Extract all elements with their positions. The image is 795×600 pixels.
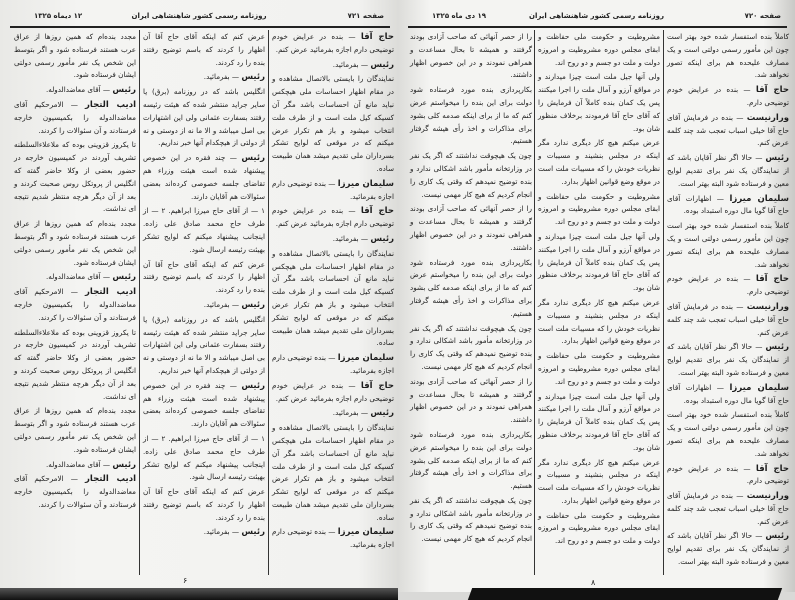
article-paragraph (410, 376, 532, 427)
speaker-name: ورارنیست (746, 112, 789, 123)
speaker-name: رئیس (765, 342, 789, 353)
paragraph-text: مشروطیت و حکومت ملی حفاظت و ابقای مجلس دوره مشروطیت و امروزه دولت و ملت دو جسم و دو روح اند. (538, 191, 660, 227)
article-paragraph (667, 220, 789, 271)
article-paragraph (14, 405, 136, 456)
text-column (14, 31, 136, 569)
paragraph-text: انگلیس باشد که در روزنامه (برق) یا سایر جراید منتشر شده که هیئت رئیسه رفتند بسفارت عثمانی ولی این اشتهارات بی اصل میباشد و الا ما نه از دوستی و نه از دولتی از هیچکدام آنها خبر نداریم. (143, 314, 265, 375)
article-paragraph (410, 495, 532, 546)
paragraph-text: — حالا اگر نظر آقایان باشد که از نمایندگان یک نفر برای تقدیم لوایح معین و فرستاده شود البته بهتر است. (667, 153, 789, 188)
paragraph-text: مجدد بنده‌ام که همین روزها از عراق عرب هستند فرستاده شود و اگر بتوسط این شخص یک نفر مأمور رسمی دولتی ایشان فرستاده شود. (14, 32, 136, 80)
article-paragraph (143, 526, 265, 539)
paragraph-text: — بنده توضیحی دارم اجازه بفرمائید. (271, 178, 394, 201)
article-paragraph (143, 259, 265, 297)
paragraph-text: — آقای معاضد‌الدوله. (45, 272, 111, 282)
article-paragraph (272, 248, 394, 350)
article-paragraph (410, 31, 532, 82)
page-label: صفحه ۷۲۰ (744, 12, 781, 20)
article-paragraph (538, 191, 660, 229)
article-paragraph (667, 463, 789, 489)
article-paragraph (410, 84, 532, 148)
speaker-name: حاج آقا (755, 463, 789, 474)
issue-date: ۱۹ دی ماه ۱۳۲۵ (432, 12, 487, 20)
paragraph-text: — الامرحکیم آقای معاضد‌الدوله را بکمیسیون خارجه فرستادند و آن سئوالات را کردند. (14, 99, 136, 135)
paragraph-text: مجدد بنده‌ام که همین روزها از عراق عرب هستند فرستاده شود و اگر بتوسط این شخص یک نفر مأمور رسمی دولتی ایشان فرستاده شود. (14, 406, 136, 454)
speaker-name: رئیس (765, 153, 789, 164)
article-paragraph (143, 205, 265, 256)
text-column (143, 31, 265, 569)
paragraph-text: — بفرمائید. (203, 72, 240, 82)
article-paragraph (14, 327, 136, 404)
article-paragraph (538, 231, 660, 295)
column-divider (139, 30, 140, 575)
paragraph-text: — حالا اگر نظر آقایان باشد که از نمایندگان یک نفر برای تقدیم لوایح معین و فرستاده شود البته بهتر است. (667, 342, 789, 377)
paragraph-text: بکارپردازی بنده مورد فرستاده شود دولت برای این بنده را میخواستم عرض کنم که ما از برای اینکه صدمه کلی بشود برای مذاکرات و اخذ رأی هیشه گرفتار هستیم. (410, 429, 532, 491)
article-paragraph (143, 433, 265, 484)
speaker-name: سلیمان میرزا (729, 193, 789, 204)
article-paragraph (14, 139, 136, 216)
column-divider (268, 30, 269, 575)
speaker-name: رئیس (112, 272, 136, 283)
article-paragraph (667, 273, 789, 299)
article-paragraph (410, 429, 532, 493)
paragraph-text: بکارپردازی بنده مورد فرستاده شود دولت برای این بنده را میخواستم عرض کنم که ما از برای اینکه صدمه کلی بشود برای مذاکرات و اخذ رأی هیشه گرفتار هستیم. (410, 257, 532, 318)
article-paragraph (272, 526, 394, 552)
speaker-name: رئیس (370, 59, 394, 70)
article-paragraph (272, 380, 394, 406)
paragraph-text: — حالا اگر نظر آقایان باشد که از نمایندگان یک نفر برای تقدیم لوایح معین و فرستاده شود البته بهتر است. (667, 531, 789, 567)
article-paragraph (667, 490, 789, 528)
article-paragraph (14, 286, 136, 324)
paragraph-text: ولی آنها جیل ملت است چیزا میدارند و در مواقع آرزو و آمال ملت را اجرا میکنند پس یک کمان بنده کاملاً آن فرمایش را که آقای حاج آقا فرمودند برخلاف منظور شان بود. (538, 391, 660, 452)
speaker-name: رئیس (241, 153, 265, 164)
paragraph-text: ۱ — از آقای حاج میرزا ابراهیم. ۲ — از طرف حاج محمد صادق علی زاده. اینجانب پیشنهاد میکنم که لوایح تشکر بهیئت رئیسه ارسال شود. (143, 206, 266, 254)
article-paragraph (410, 323, 532, 374)
paragraph-text: را از حصر آنهائی که صاحب آزادی بودند گرفتند و همیشه تا بحال مساعدت و همراهی نمودند و در این خصوص اظهار داشتند. (410, 204, 532, 252)
paragraph-text: کاملاً بنده استفسار شده خود بهتر است چون این مأمور رسمی دولتی است و یک مصارف علیحده هم برای اینکه تصور نخواهد شد. (667, 32, 789, 80)
page-bottom-shadow (0, 588, 398, 600)
paragraph-text: — بنده در عرایض خودم توضیحی دارم. (667, 274, 789, 297)
paragraph-text: — اظهارات آقای حاج آقا گویا مال دوره استبداد بوده. (667, 193, 789, 216)
paragraph-text: عرض کنم که اینکه آقای حاج آقا آن اظهار را کردند که باسم توضیح رفتند بنده را رد کردند. (143, 487, 265, 522)
article-paragraph (667, 409, 789, 460)
speaker-name: ورارنیست (746, 301, 789, 312)
paragraph-text: — بنده در عرایض خودم توضیحی دارم اجازه بفرمائید عرض کنم. (272, 206, 394, 229)
speaker-name: ادیب التجار (84, 474, 136, 485)
paragraph-text: کاملاً بنده استفسار شده خود بهتر است چون این مأمور رسمی دولتی است و یک مصارف علیحده هم برای اینکه تصور نخواهد شد. (667, 221, 789, 269)
paragraph-text: — الامرحکیم آقای معاضد‌الدوله را بکمیسیون خارجه فرستادند و آن سئوالات را کردند. (14, 474, 136, 509)
speaker-name: رئیس (765, 531, 789, 542)
speaker-name: رئیس (241, 72, 265, 83)
article-paragraph (143, 380, 265, 431)
article-paragraph (272, 352, 394, 378)
paragraph-text: چون یک هیچوقت نداشتند که اگر یک نفر در وزارتخانه مأمور باشد اشکالی ندارد و بنده توضیح نمیدهم که وقتی یک کاری را انجام کردیم که هیچ کار مهمی نیست. (410, 495, 532, 544)
text-column (538, 31, 660, 569)
speaker-name: رئیس (370, 233, 394, 244)
article-paragraph (143, 31, 265, 69)
speaker-name: حاج آقا (360, 32, 394, 42)
speaker-name: رئیس (112, 459, 136, 470)
article-paragraph (272, 31, 394, 57)
article-paragraph (538, 137, 660, 188)
article-paragraph (143, 314, 265, 378)
article-paragraph (538, 297, 660, 348)
paragraph-text: ولی آنها جیل ملت است چیزا میدارند و در مواقع آرزو و آمال ملت را اجرا میکنند پس یک کمان بنده کاملاً آن فرمایش را که آقای حاج آقا فرمودند برخلاف منظور شان بود. (538, 231, 660, 293)
article-paragraph (272, 73, 394, 175)
paragraph-text: چون یک هیچوقت نداشتند که اگر یک نفر در وزارتخانه مأمور باشد اشکالی ندارد و بنده توضیح نمیدهم که وقتی یک کاری را انجام کردیم که هیچ کار مهمی نیست. (410, 151, 532, 199)
article-paragraph (538, 510, 660, 548)
paragraph-text: کاملاً بنده استفسار شده خود بهتر است چون این مأمور رسمی دولتی است و یک مصارف علیحده هم برای اینکه تصور نخواهد شد. (667, 410, 789, 458)
article-paragraph (143, 486, 265, 524)
speaker-name: رئیس (241, 380, 265, 391)
paragraph-text: نمایندگان را بایستی بالاتصال مشاهده و در مقام اظهار احساسات ملی هیچکس نباید مانع آن احساسات باشد مگر آن کسیکه کیل ملت است و از طرف ملت انتخاب میشود و باز هم تکرار عرض میکنم که در موقعی که لوایح تشکر بسرداران ملی تقدیم میشد همان طبیعت ساده. (272, 248, 394, 348)
article-paragraph (410, 203, 532, 254)
paragraph-text: — بفرمائید. (332, 233, 369, 243)
text-column (272, 31, 394, 569)
paragraph-text: عرض کنم که اینکه آقای حاج آقا آن اظهار را کردند که باسم توضیح رفتند بنده را رد کردند. (143, 32, 265, 67)
paragraph-text: — بفرمائید. (332, 408, 369, 418)
paragraph-text: را از حصر آنهائی که صاحب آزادی بودند گرفتند و همیشه تا بحال مساعدت و همراهی نمودند و در این خصوص اظهار داشتند. (410, 32, 532, 80)
paragraph-text: — چند فقره در این خصوص پیشنهاد شده است هیئت وزراء هم تقاضای جلسه خصوصی کرده‌اند بعضی سئوالات هم آقایان دارند. (143, 380, 265, 429)
article-paragraph (667, 301, 789, 339)
paragraph-text: بکارپردازی بنده مورد فرستاده شود دولت برای این بنده را میخواستم عرض کنم که ما از برای اینکه صدمه کلی بشود برای مذاکرات و اخذ رأی هیشه گرفتار هستیم. (410, 85, 532, 146)
page-bottom-shadow (468, 588, 782, 600)
article-paragraph (538, 71, 660, 135)
paragraph-text: — بنده در عرایض خودم توضیحی دارم. (667, 85, 789, 107)
speaker-name: سلیمان میرزا (337, 527, 394, 538)
speaker-name: رئیس (241, 299, 265, 310)
article-paragraph (14, 271, 136, 284)
article-paragraph (143, 86, 265, 150)
article-paragraph (538, 457, 660, 508)
paragraph-text: — بفرمائید. (203, 527, 240, 537)
header-rule (408, 26, 787, 28)
article-paragraph (14, 84, 136, 97)
paragraph-text: عرض میکنم هیچ کار دیگری ندارد مگر اینکه در مجلس بنشیند و مسیبات و نظریات خودش را که مسیبات ملت است در موقع وضع قوانین اظهار بدارد. (538, 138, 660, 186)
header-rule (10, 26, 390, 28)
article-paragraph (538, 391, 660, 455)
article-paragraph (143, 299, 265, 312)
page-header (408, 12, 785, 24)
article-paragraph (667, 193, 789, 219)
article-paragraph (14, 459, 136, 472)
column-divider (663, 30, 664, 575)
right-newspaper-page (398, 0, 795, 592)
speaker-name: ادیب التجار (84, 287, 136, 298)
speaker-name: ورارنیست (746, 491, 789, 502)
article-paragraph (14, 218, 136, 269)
article-paragraph (143, 152, 265, 203)
newspaper-title: روزنامه رسمی کشور شاهنشاهی ایران (529, 12, 664, 20)
paragraph-text: — بنده توضیحی دارم اجازه بفرمائید. (271, 353, 394, 375)
paragraph-text: — بنده در فرمایش آقای حاج آقا خیلی اسباب تعجب شد چند کلمه عرض کنم. (667, 301, 789, 337)
speaker-name: حاج آقا (360, 380, 394, 391)
paragraph-text: — آقای معاضد‌الدوله. (45, 459, 111, 469)
speaker-name: رئیس (241, 527, 265, 538)
page-label: صفحه ۷۲۱ (347, 12, 384, 20)
article-paragraph (667, 530, 789, 568)
paragraph-text: مشروطیت و حکومت ملی حفاظت و ابقای مجلس دوره مشروطیت و امروزه دولت و ملت دو جسم و دو روح اند. (538, 351, 660, 386)
paragraph-text: را از حصر آنهائی که صاحب آزادی بودند گرفتند و همیشه تا بحال مساعدت و همراهی نمودند و در این خصوص اظهار داشتند. (410, 376, 532, 425)
column-divider (534, 30, 535, 575)
article-paragraph (14, 473, 136, 511)
left-newspaper-page (0, 0, 398, 592)
paragraph-text: — بنده در فرمایش آقای حاج آقا خیلی اسباب تعجب شد چند کلمه عرض کنم. (667, 491, 789, 526)
speaker-name: سلیمان میرزا (729, 382, 789, 393)
paragraph-text: چون یک هیچوقت نداشتند که اگر یک نفر در وزارتخانه مأمور باشد اشکالی ندارد و بنده توضیح نمیدهم که وقتی یک کاری را انجام کردیم که هیچ کار مهمی نیست. (410, 323, 532, 371)
text-column (410, 31, 532, 569)
paragraph-text: — بنده توضیحی دارم اجازه بفرمائید. (271, 527, 394, 550)
speaker-name: حاج آقا (360, 206, 394, 217)
article-paragraph (410, 257, 532, 321)
article-paragraph (538, 350, 660, 388)
article-paragraph (14, 31, 136, 82)
paragraph-text: مشروطیت و حکومت ملی حفاظت و ابقای مجلس دوره مشروطیت و امروزه دولت و ملت دو جسم و دو روح اند. (538, 510, 660, 546)
paragraph-text: — چند فقره در این خصوص پیشنهاد شده است هیئت وزراء هم تقاضای جلسه خصوصی کرده‌اند بعضی سئوالات هم آقایان دارند. (143, 153, 265, 201)
article-paragraph (667, 341, 789, 379)
speaker-name: حاج آقا (755, 274, 789, 285)
paragraph-text: — بفرمائید. (332, 59, 369, 69)
article-paragraph (667, 31, 789, 82)
newspaper-title: روزنامه رسمی کشور شاهنشاهی ایران (131, 12, 267, 20)
issue-date: ۱۲ دیماه ۱۳۲۵ (34, 12, 83, 20)
article-paragraph (667, 382, 789, 408)
page-number: ۸ (591, 578, 596, 587)
text-column (667, 31, 789, 569)
paragraph-text: ۱ — از آقای حاج میرزا ابراهیم. ۲ — از طرف حاج محمد صادق علی زاده. اینجانب پیشنهاد میکنم که لوایح تشکر بهیئت رئیسه ارسال شود. (143, 433, 266, 482)
paragraph-text: — بفرمائید. (203, 299, 240, 309)
paragraph-text: تا یکروز قزوینی بوده که ملاعلاءالسلطنه تشریف آوردند در کمیسیون خارجه در حضور بعضی از وکلا حاضر گفته که انگلیس از پروتکل روس صحبت کردند و بعد از آن دیگر هرچه منتظر شدیم نتیجه ای نداشت. (14, 327, 136, 401)
article-paragraph (14, 99, 136, 137)
article-paragraph (272, 233, 394, 246)
article-paragraph (667, 112, 789, 150)
paragraph-text: تا یکروز قزوینی بوده که ملاعلاءالسلطنه تشریف آوردند در کمیسیون خارجه در حضور بعضی از وکلا حاضر گفته که انگلیس از پروتکل روس صحبت کردند و بعد از آن دیگر هرچه منتظر شدیم نتیجه ای نداشت. (14, 140, 136, 214)
paragraph-text: — بنده در عرایض خودم توضیحی دارم اجازه بفرمائید عرض کنم. (272, 380, 394, 403)
page-number: ۶ (183, 576, 188, 585)
paragraph-text: مشروطیت و حکومت ملی حفاظت و ابقای مجلس دوره مشروطیت و امروزه دولت و ملت دو جسم و دو روح اند. (538, 32, 660, 67)
speaker-name: رئیس (112, 85, 136, 96)
paragraph-text: — اظهارات آقای حاج آقا گویا مال دوره استبداد بوده. (667, 382, 789, 405)
paragraph-text: عرض کنم که اینکه آقای حاج آقا آن اظهار را کردند که باسم توضیح رفتند بنده را رد کردند. (143, 259, 265, 295)
paragraph-text: نمایندگان را بایستی بالاتصال مشاهده و در مقام اظهار احساسات ملی هیچکس نباید مانع آن احساسات باشد مگر آن کسیکه کیل ملت است و از طرف ملت انتخاب میشود و باز هم تکرار عرض میکنم که در موقعی که لوایح تشکر بسرداران ملی تقدیم میشد همان طبیعت ساده. (272, 423, 394, 522)
article-paragraph (272, 205, 394, 231)
article-paragraph (272, 59, 394, 72)
article-paragraph (272, 422, 394, 524)
article-paragraph (667, 84, 789, 110)
paragraph-text: نمایندگان را بایستی بالاتصال مشاهده و در مقام اظهار احساسات ملی هیچکس نباید مانع آن احساسات باشد مگر آن کسیکه کیل ملت است و از طرف ملت انتخاب میشود و باز هم تکرار عرض میکنم که در موقعی که لوایح تشکر بسرداران ملی تقدیم میشد همان طبیعت ساده. (272, 74, 394, 173)
article-paragraph (538, 31, 660, 69)
paragraph-text: انگلیس باشد که در روزنامه (برق) یا سایر جراید منتشر شده که هیئت رئیسه رفتند بسفارت عثمانی ولی این اشتهارات بی اصل میباشد و الا ما نه از دوستی و نه از دولتی از هیچکدام آنها خبر نداریم. (143, 87, 265, 148)
paragraph-text: عرض میکنم هیچ کار دیگری ندارد مگر اینکه در مجلس بنشیند و مسیبات و نظریات خودش را که مسیبات ملت است در موقع وضع قوانین اظهار بدارد. (538, 457, 660, 505)
article-paragraph (143, 71, 265, 84)
article-paragraph (667, 152, 789, 190)
paragraph-text: مجدد بنده‌ام که همین روزها از عراق عرب هستند فرستاده شود و اگر بتوسط این شخص یک نفر مأمور رسمی دولتی ایشان فرستاده شود. (14, 219, 136, 267)
paragraph-text: — بنده در فرمایش آقای حاج آقا خیلی اسباب تعجب شد چند کلمه عرض کنم. (667, 112, 789, 148)
paragraph-text: ولی آنها جیل ملت است چیزا میدارند و در مواقع آرزو و آمال ملت را اجرا میکنند پس یک کمان بنده کاملاً آن فرمایش را که آقای حاج آقا فرمودند برخلاف منظور شان بود. (538, 72, 660, 133)
speaker-name: رئیس (370, 408, 394, 419)
paragraph-text: عرض میکنم هیچ کار دیگری ندارد مگر اینکه در مجلس بنشیند و مسیبات و نظریات خودش را که مسیبات ملت است در موقع وضع قوانین اظهار بدارد. (538, 297, 660, 346)
speaker-name: ادیب التجار (84, 99, 136, 110)
article-paragraph (272, 178, 394, 204)
article-paragraph (410, 150, 532, 201)
article-paragraph (272, 407, 394, 420)
page-header (10, 12, 388, 24)
speaker-name: سلیمان میرزا (337, 178, 394, 189)
paragraph-text: — آقای معاضد‌الدوله. (45, 85, 111, 95)
paragraph-text: — الامرحکیم آقای معاضد‌الدوله را بکمیسیون خارجه فرستادند و آن سئوالات را کردند. (14, 287, 136, 322)
speaker-name: سلیمان میرزا (337, 353, 394, 364)
speaker-name: حاج آقا (755, 85, 789, 96)
paragraph-text: — بنده در عرایض خودم توضیحی دارم اجازه بفرمائید عرض کنم. (272, 32, 394, 54)
paragraph-text: — بنده در عرایض خودم توضیحی دارم. (667, 463, 789, 486)
